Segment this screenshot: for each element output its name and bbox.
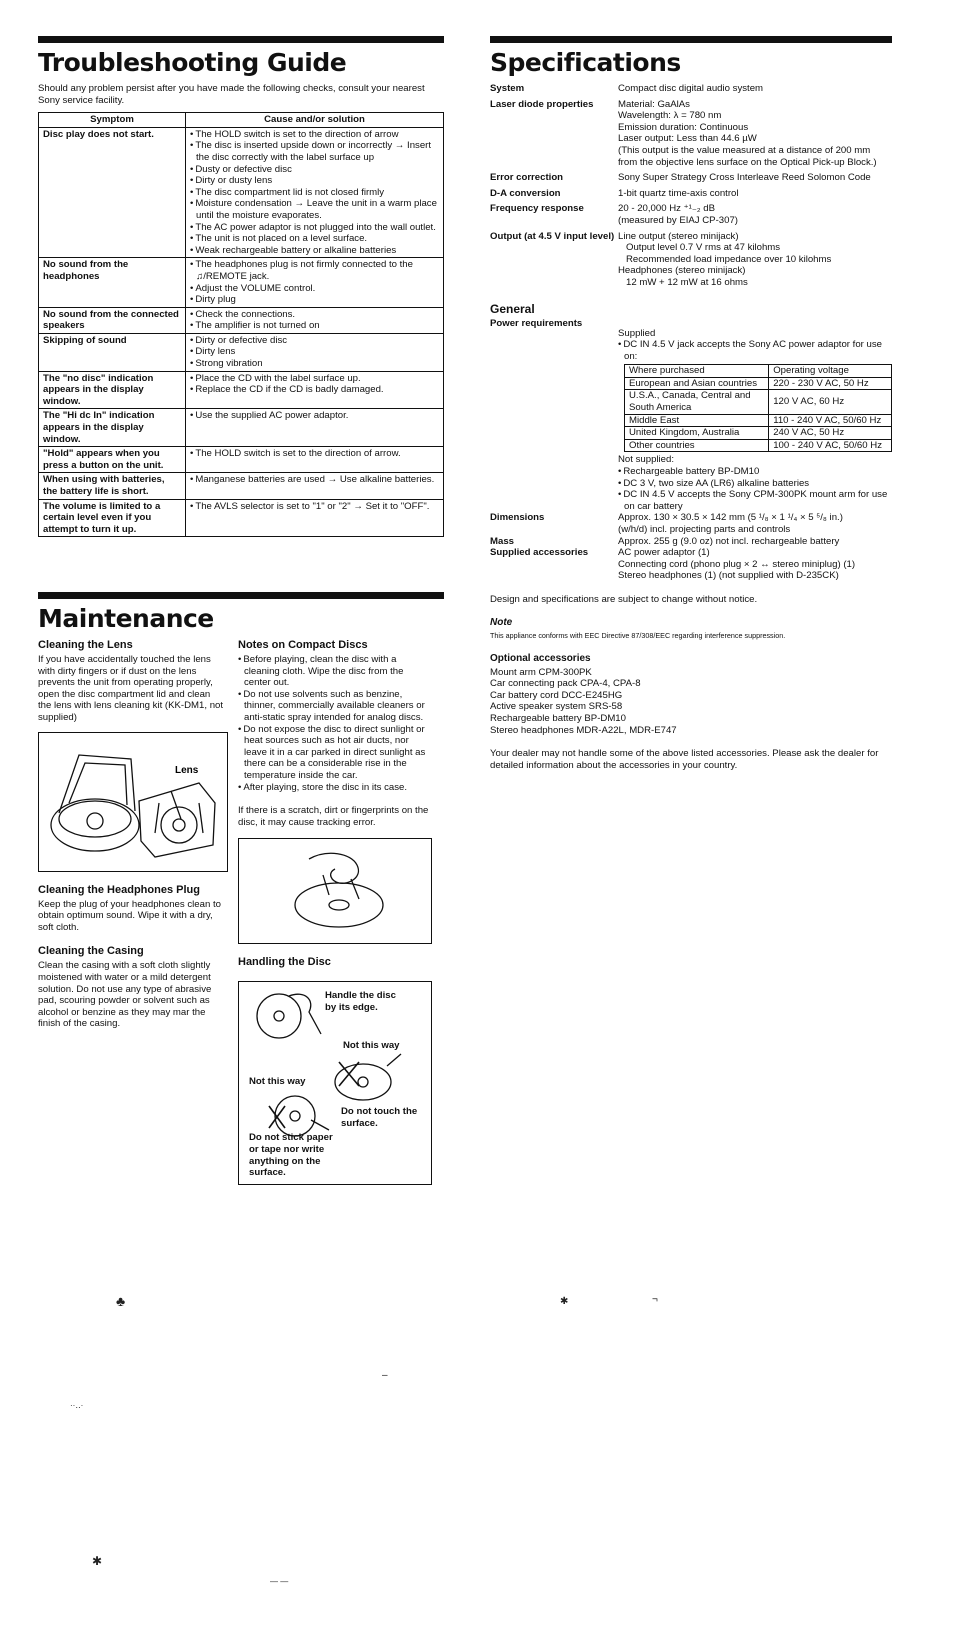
spec-value: (measured by EIAJ CP-307): [618, 214, 738, 226]
cause-item: • Manganese batteries are used → Use alkaline batteries.: [190, 474, 439, 486]
cause-item: • The disc is inserted upside down or incorrectly → Insert the disc correctly with the label surface up: [190, 140, 439, 163]
list-item: • DC IN 4.5 V accepts the Sony CPM-300PK mount arm for use on car battery: [618, 489, 892, 512]
cause-item: • Strong vibration: [190, 358, 439, 370]
spec-value: 12 mW + 12 mW at 16 ohms: [626, 276, 748, 288]
spec-value: Sony Super Strategy Cross Interleave Reed Solomon Code: [618, 172, 871, 184]
cause-item: • The AC power adaptor is not plugged into the wall outlet.: [190, 222, 439, 234]
cause-cell: [186, 307, 444, 333]
spec-value: AC power adaptor (1): [618, 547, 710, 559]
cleaning-plug-text: Keep the plug of your headphones clean to obtain optimum sound. Wipe it with a dry, soft cloth.: [38, 898, 221, 933]
list-item: • Rechargeable battery BP-DM10: [618, 466, 892, 478]
list-item: • Before playing, clean the disc with a cleaning cloth. Wipe the disc from the center out.: [238, 654, 430, 689]
cause-item: • The HOLD switch is set to the direction of arrow: [190, 129, 439, 141]
spec-label: Mass: [490, 535, 514, 547]
maintenance-title: Maintenance: [38, 604, 214, 633]
cause-item: • Dirty or defective disc: [190, 335, 439, 347]
table-row: [39, 371, 444, 409]
spec-value: (This output is the value measured at a distance of 200 mm from the objective lens surface on the Optical Pick-up Block.): [618, 144, 877, 168]
cause-cell: [186, 333, 444, 371]
specifications-title: Specifications: [490, 48, 681, 77]
symptom-cell: No sound from the connected speakers: [39, 307, 186, 333]
spec-value: Compact disc digital audio system: [618, 83, 764, 94]
spec-label: Error correction: [490, 172, 564, 184]
cause-cell: [186, 258, 444, 307]
cause-cell: [186, 409, 444, 447]
symptom-cell: The "no disc" indication appears in the display window.: [39, 371, 186, 409]
note-text: This appliance conforms with EEC Directive 87/308/EEC regarding interference suppression.: [490, 630, 786, 640]
note-heading: Note: [490, 616, 513, 628]
spec-row: [490, 188, 892, 200]
cd-player-open-drawing: [39, 733, 227, 871]
cause-cell: [186, 371, 444, 409]
list-item: Stereo headphones MDR-A22L, MDR-E747: [490, 724, 677, 736]
table-row: [625, 427, 892, 440]
cause-item: • Use the supplied AC power adaptor.: [190, 410, 439, 422]
supplied-label: Supplied: [618, 327, 656, 339]
list-item: Car battery cord DCC-E245HG: [490, 689, 623, 701]
cause-item: • The unit is not placed on a level surface.: [190, 233, 439, 245]
symptom-cell: The volume is limited to a certain level even if you attempt to turn it up.: [39, 499, 186, 537]
spec-value: 20 - 20,000 Hz ⁺¹₋₂ dB: [618, 203, 716, 215]
spec-value: Output level 0.7 V rms at 47 kilohms: [626, 242, 781, 254]
power-cell: Other countries: [625, 439, 769, 452]
cause-cell: [186, 447, 444, 473]
cause-cell: [186, 473, 444, 499]
cause-item: • The HOLD switch is set to the direction of arrow.: [190, 448, 439, 460]
table-row: [625, 414, 892, 427]
mass-row: [490, 536, 892, 548]
optional-heading: Optional accessories: [490, 652, 591, 664]
cause-cell: [186, 499, 444, 537]
troubleshooting-intro: Should any problem persist after you have made the following checks, consult your nearest Sony service facility.: [38, 83, 425, 106]
spec-label: Output (at 4.5 V input level): [490, 230, 615, 242]
spec-row: [490, 231, 892, 289]
symptom-cell: "Hold" appears when you press a button on the unit.: [39, 447, 186, 473]
cleaning-lens-text: If you have accidentally touched the lens with dirty fingers or if dust on the lens prevents the unit from operating properly, open the disc compartment lid and clean the lens with lens cleaning kit (KK-DM1, not supplied): [38, 654, 224, 723]
handling-disc-heading: Handling the Disc: [238, 956, 331, 969]
notes-cd-list: [238, 654, 430, 793]
symptom-header: Symptom: [39, 113, 186, 128]
power-cell: U.S.A., Canada, Central and South America: [625, 390, 769, 414]
dc-in-text: • DC IN 4.5 V jack accepts the Sony AC power adaptor for use on:: [618, 339, 892, 362]
power-cell: European and Asian countries: [625, 377, 769, 390]
table-row: [39, 333, 444, 371]
cause-item: • The headphones plug is not firmly connected to the ♫/REMOTE jack.: [190, 259, 439, 282]
power-cell: 240 V AC, 50 Hz: [769, 427, 892, 440]
power-cell: 120 V AC, 60 Hz: [769, 390, 892, 414]
spec-label: Frequency response: [490, 203, 584, 215]
symptom-cell: When using with batteries, the battery life is short.: [39, 473, 186, 499]
section-rule: [38, 592, 444, 599]
power-cell: 100 - 240 V AC, 50/60 Hz: [769, 439, 892, 452]
dealer-note: Your dealer may not handle some of the above listed accessories. Please ask the dealer for detailed information about the accessories in your country.: [490, 748, 879, 771]
accessories-row: [490, 547, 892, 582]
spec-value: Recommended load impedance over 10 kilohms: [626, 253, 832, 265]
table-row: [39, 499, 444, 537]
dimensions-row: [490, 512, 892, 535]
scan-speck: ✱: [92, 1554, 103, 1568]
symptom-cell: The "Hi dc In" indication appears in the display window.: [39, 409, 186, 447]
power-cell: 220 - 230 V AC, 50 Hz: [769, 377, 892, 390]
symptom-cell: Skipping of sound: [39, 333, 186, 371]
cause-item: • The amplifier is not turned on: [190, 320, 439, 332]
list-item: • Do not use solvents such as benzine, thinner, commercially available cleaners or anti-static spray intended for analog discs.: [238, 689, 430, 724]
list-item: Active speaker system SRS-58: [490, 701, 623, 713]
scratch-text: If there is a scratch, dirt or fingerprints on the disc, it may cause tracking error.: [238, 805, 429, 828]
spec-label: Supplied accessories: [490, 547, 589, 559]
cleaning-plug-heading: Cleaning the Headphones Plug: [38, 883, 200, 896]
section-rule: [38, 36, 444, 43]
cause-item: • Adjust the VOLUME control.: [190, 283, 439, 295]
not-this-way-caption-1: Not this way: [343, 1040, 400, 1052]
cause-item: • Dirty lens: [190, 346, 439, 358]
list-item: Rechargeable battery BP-DM10: [490, 712, 626, 724]
table-row: [625, 390, 892, 414]
table-row: [39, 447, 444, 473]
spec-label: Power requirements: [490, 317, 583, 329]
table-row: [625, 439, 892, 452]
scan-speck: ··‥·: [70, 1401, 84, 1410]
table-row: [39, 307, 444, 333]
specifications-section: [490, 36, 892, 771]
optional-list: [490, 667, 892, 737]
no-stick-caption: Do not stick paper or tape nor write anything on the surface.: [249, 1132, 333, 1179]
cause-item: • Moisture condensation → Leave the unit in a warm place until the moisture evaporates.: [190, 198, 439, 221]
symptom-cell: Disc play does not start.: [39, 127, 186, 258]
cause-item: • Dirty plug: [190, 294, 439, 306]
handling-disc-illustration: [238, 981, 432, 1185]
power-header: Where purchased: [625, 365, 769, 378]
spec-value: Approx. 255 g (9.0 oz) not incl. rechargeable battery: [618, 535, 840, 547]
power-cell: 110 - 240 V AC, 50/60 Hz: [769, 414, 892, 427]
cause-item: • Check the connections.: [190, 309, 439, 321]
notes-cd-heading: Notes on Compact Discs: [238, 639, 368, 651]
power-table: [624, 364, 892, 452]
section-rule: [490, 36, 892, 43]
spec-value: Connecting cord (phono plug × 2 ↔ stereo miniplug) (1): [618, 558, 856, 570]
table-row: [39, 258, 444, 307]
spec-row: [490, 203, 892, 226]
spec-row: [490, 83, 892, 95]
handle-edge-caption: Handle the disc by its edge.: [325, 990, 396, 1013]
cause-item: • Dusty or defective disc: [190, 164, 439, 176]
spec-value: Approx. 130 × 30.5 × 142 mm (5 ¹/₈ × 1 ¹/₄ × 5 ⁵/₈ in.): [618, 512, 843, 524]
cause-item: • Replace the CD if the CD is badly damaged.: [190, 384, 439, 396]
troubleshooting-section: [38, 36, 444, 537]
power-cell: Middle East: [625, 414, 769, 427]
spec-value: Headphones (stereo minijack): [618, 265, 746, 277]
cleaning-disc-illustration: [238, 838, 432, 944]
power-row: [490, 318, 892, 513]
design-note: Design and specifications are subject to change without notice.: [490, 593, 758, 605]
table-row: [625, 377, 892, 390]
cause-item: • The AVLS selector is set to "1" or "2" → Set it to "OFF".: [190, 501, 439, 513]
scan-speck: ¬: [652, 1294, 658, 1305]
spec-row: [490, 172, 892, 184]
symptom-cell: No sound from the headphones: [39, 258, 186, 307]
not-supplied-label: Not supplied:: [618, 454, 674, 466]
spec-value: Emission duration: Continuous: [618, 121, 749, 133]
cleaning-casing-text: Clean the casing with a soft cloth slightly moistened with water or a mild detergent solution. Do not use any type of abrasive pad, scouring powder or solvent such as alcohol or benzine as they may mar the finish of the casing.: [38, 960, 212, 1030]
cause-header: Cause and/or solution: [186, 113, 444, 128]
spec-value: Wavelength: λ = 780 nm: [618, 110, 722, 122]
wipe-disc-drawing: [239, 839, 431, 943]
maintenance-section: [38, 592, 444, 1185]
cause-item: • The disc compartment lid is not closed firmly: [190, 187, 439, 199]
spec-value: Line output (stereo minijack): [618, 230, 739, 242]
no-touch-caption: Do not touch the surface.: [341, 1106, 418, 1129]
table-row: [39, 127, 444, 258]
spec-value: (w/h/d) incl. projecting parts and controls: [618, 524, 791, 535]
general-heading: General: [490, 301, 535, 316]
troubleshooting-table: [38, 112, 444, 537]
cause-item: • Place the CD with the label surface up.: [190, 373, 439, 385]
spec-value: Stereo headphones (1) (not supplied with D-235CK): [618, 570, 839, 582]
troubleshooting-title: Troubleshooting Guide: [38, 48, 347, 77]
cleaning-casing-heading: Cleaning the Casing: [38, 945, 144, 958]
power-cell: United Kingdom, Australia: [625, 427, 769, 440]
cause-item: • Dirty or dusty lens: [190, 175, 439, 187]
spec-value: 1-bit quartz time-axis control: [618, 187, 739, 199]
scan-speck: ♣: [116, 1293, 126, 1309]
spec-label: D-A conversion: [490, 187, 561, 199]
spec-label: Dimensions: [490, 512, 545, 524]
not-this-way-caption-2: Not this way: [249, 1076, 306, 1088]
list-item: Mount arm CPM-300PK: [490, 666, 592, 678]
spec-value: Laser output: Less than 44.6 µW: [618, 133, 757, 145]
table-row: [39, 409, 444, 447]
scan-speck: –: [382, 1370, 388, 1381]
spec-value: Material: GaAlAs: [618, 98, 690, 110]
cleaning-lens-heading: Cleaning the Lens: [38, 639, 133, 651]
spec-label: Laser diode properties: [490, 98, 594, 110]
scan-speck: — —: [270, 1577, 289, 1586]
lens-label: Lens: [175, 764, 199, 776]
list-item: Car connecting pack CPA-4, CPA-8: [490, 678, 641, 690]
spec-list: [490, 83, 892, 289]
list-item: • After playing, store the disc in its case.: [238, 782, 430, 794]
cause-item: • Weak rechargeable battery or alkaline batteries: [190, 245, 439, 257]
table-row: [39, 473, 444, 499]
cause-cell: [186, 127, 444, 258]
lens-illustration: [38, 732, 228, 872]
spec-label: System: [490, 83, 525, 94]
scan-speck: ✱: [560, 1296, 569, 1307]
spec-row: [490, 99, 892, 169]
list-item: • DC 3 V, two size AA (LR6) alkaline batteries: [618, 478, 892, 490]
list-item: • Do not expose the disc to direct sunlight or heat sources such as hot air ducts, nor leave it in a car parked in direct sunlight as there can be a considerable rise in the temperature inside the car.: [238, 724, 430, 782]
power-header: Operating voltage: [769, 365, 892, 378]
not-supplied-list: [618, 466, 892, 512]
